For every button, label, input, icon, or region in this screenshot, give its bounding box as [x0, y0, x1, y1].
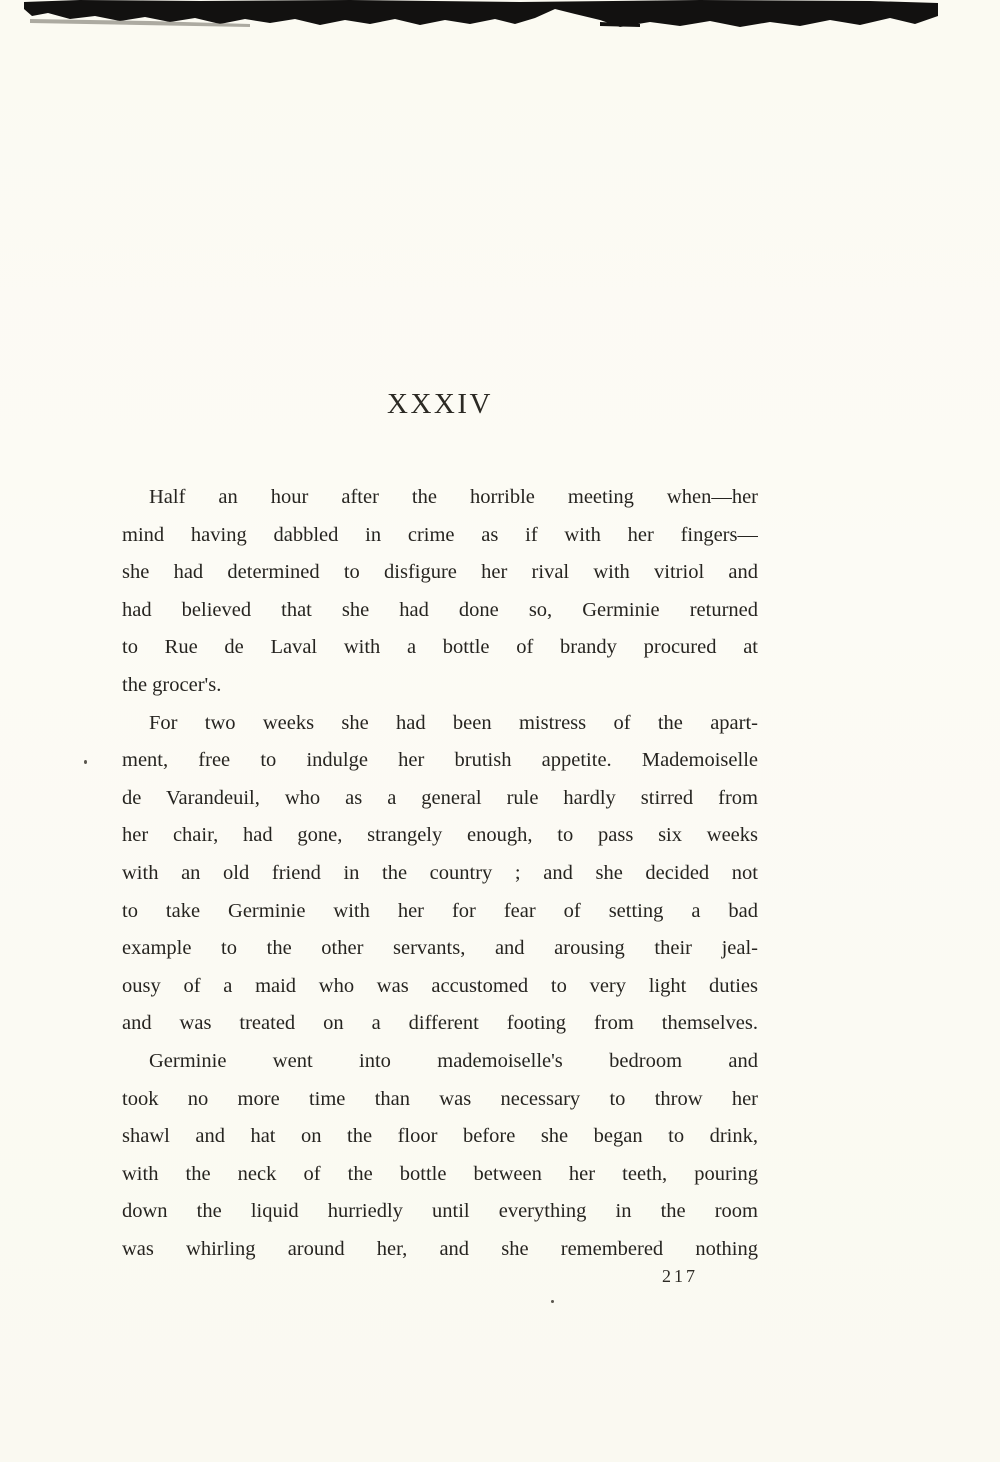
text-line: the grocer's. [122, 673, 222, 696]
text-line: Half an hour after the horrible meeting when—her [149, 486, 758, 508]
paragraph [122, 479, 758, 705]
text-line: took no more time than was necessary to throw her [122, 1087, 758, 1110]
text-line: and was treated on a different footing from themselves. [122, 1012, 758, 1035]
paragraph [122, 705, 758, 1043]
text-line: Germinie went into mademoiselle's bedroom and [149, 1049, 758, 1072]
page-number: 217 [662, 1266, 698, 1286]
text-line: to Rue de Laval with a bottle of brandy procured at [122, 636, 758, 659]
text-line: down the liquid hurriedly until everything in the room [122, 1200, 758, 1223]
text-line: she had determined to disfigure her rival with vitriol and [122, 561, 758, 584]
text-line: For two weeks she had been mistress of the apart- [149, 711, 758, 734]
text-line: mind having dabbled in crime as if with her fingers— [122, 523, 758, 546]
text-line: was whirling around her, and she remembered nothing [122, 1237, 758, 1260]
text-line: example to the other servants, and arousing their jeal- [122, 937, 758, 960]
body-text [122, 479, 758, 1268]
scan-ink-band [0, 0, 1000, 50]
text-line: ousy of a maid who was accustomed to very light duties [122, 974, 758, 997]
text-line: her chair, had gone, strangely enough, to pass six weeks [122, 824, 758, 847]
text-line: with an old friend in the country ; and she decided not [122, 861, 758, 884]
chapter-heading: XXXIV [387, 388, 493, 420]
text-line: shawl and hat on the floor before she began to drink, [122, 1125, 758, 1148]
text-line: had believed that she had done so, Germinie returned [122, 598, 758, 621]
ink-speck [551, 1300, 554, 1303]
ink-speck [84, 760, 87, 764]
text-line: ment, free to indulge her brutish appetite. Mademoiselle [122, 749, 758, 772]
text-line: to take Germinie with her for fear of setting a bad [122, 899, 758, 922]
paragraph [122, 1043, 758, 1269]
text-line: de Varandeuil, who as a general rule hardly stirred from [122, 786, 758, 809]
text-line: with the neck of the bottle between her teeth, pouring [122, 1162, 758, 1185]
